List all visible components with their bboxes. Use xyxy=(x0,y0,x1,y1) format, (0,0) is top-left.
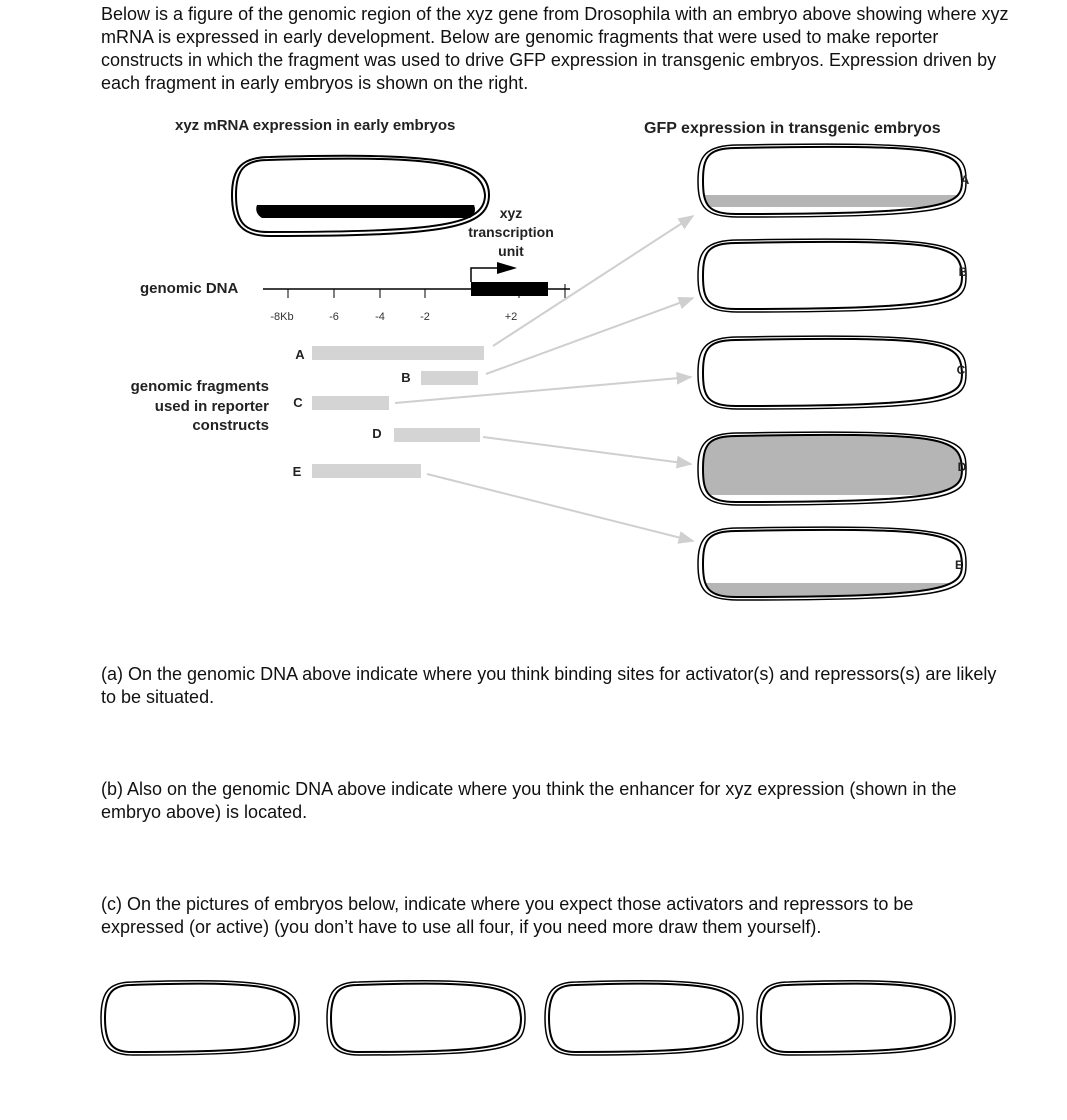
fragment-A xyxy=(295,346,484,362)
tick-label: -6 xyxy=(329,311,339,323)
fragments-label xyxy=(131,378,270,434)
fragment-C-label: C xyxy=(293,395,303,410)
fragments-label-line-3: constructs xyxy=(192,417,269,434)
fragment-B-bar xyxy=(421,371,478,385)
intro-paragraph: Below is a figure of the genomic region of the xyz gene from Drosophila with an embryo above showing where xyz mRNA is expressed in early development. Below are genomic fragments that were used to make reporter constructs in which the fragment was used to drive GFP expression in transgenic embryos. Expression driven by each fragment in early embryos is shown on the right. xyxy=(101,4,1009,93)
mrna-embryo xyxy=(232,156,489,236)
transcription-unit-box xyxy=(471,282,548,296)
mrna-title: xyz mRNA expression in early embryos xyxy=(175,117,456,134)
fragment-D-label: D xyxy=(372,426,382,441)
question-c: (c) On the pictures of embryos below, indicate where you expect those activators and repressors to be expressed (or active) (you don’t have to use all four, if you need more draw them yourself). xyxy=(101,894,914,937)
gfp-C-label: C xyxy=(956,363,966,377)
gfp-A-label: A xyxy=(960,173,970,187)
gfp-embryo-B xyxy=(698,239,968,312)
fragment-D xyxy=(372,426,480,442)
genomic-dna-line xyxy=(263,262,570,298)
tick-label: +2 xyxy=(504,311,518,323)
fragment-E xyxy=(293,464,421,479)
fragment-C xyxy=(293,395,389,410)
promoter-arrowhead xyxy=(497,262,517,274)
genomic-dna-label: genomic DNA xyxy=(140,280,239,297)
fragment-E-label: E xyxy=(292,464,302,479)
tu-line-3: unit xyxy=(498,243,524,259)
fragment-A-label: A xyxy=(295,347,305,362)
question-a: (a) On the genomic DNA above indicate where you think binding sites for activator(s) and repressors(s) are likely to be situated. xyxy=(101,664,997,707)
tu-line-2: transcription xyxy=(468,224,554,240)
fragment-B-label: B xyxy=(401,370,411,385)
gfp-embryo-C xyxy=(698,336,966,409)
tick-label: -4 xyxy=(375,311,385,323)
tick-label: -2 xyxy=(420,311,430,323)
fragments-label-line-2: used in reporter xyxy=(154,398,269,415)
gfp-D-label: D xyxy=(957,460,967,474)
arrow-B xyxy=(486,298,693,374)
mrna-expression-stripe xyxy=(256,205,475,218)
gfp-embryo-D xyxy=(698,430,970,505)
blank-embryo-3[interactable] xyxy=(545,981,743,1055)
blank-embryo-1[interactable] xyxy=(101,981,299,1055)
fragments-label-line-1: genomic fragments xyxy=(130,378,269,395)
fragment-C-bar xyxy=(312,396,389,410)
tu-line-1: xyz xyxy=(499,205,523,221)
gfp-embryo-E xyxy=(698,527,970,603)
tick-label: -8Kb xyxy=(270,311,294,323)
arrow-E xyxy=(427,474,693,541)
arrow-D xyxy=(483,437,691,464)
fragment-E-bar xyxy=(312,464,421,478)
gfp-embryo-A xyxy=(698,144,970,217)
gfp-B-label: B xyxy=(958,265,968,279)
gfp-title: GFP expression in transgenic embryos xyxy=(644,120,941,137)
fragment-B xyxy=(401,370,478,385)
fragment-A-bar xyxy=(312,346,484,360)
blank-embryo-2[interactable] xyxy=(327,981,525,1055)
blank-embryo-4[interactable] xyxy=(757,981,955,1055)
gfp-A-expression xyxy=(700,195,970,207)
scale-ticks xyxy=(270,311,517,323)
gfp-E-label: E xyxy=(954,558,964,572)
fragment-D-bar xyxy=(394,428,480,442)
promoter-arrow-line xyxy=(471,268,497,282)
question-b: (b) Also on the genomic DNA above indicate where you think the enhancer for xyz expression (shown in the embryo above) is located. xyxy=(101,779,957,822)
